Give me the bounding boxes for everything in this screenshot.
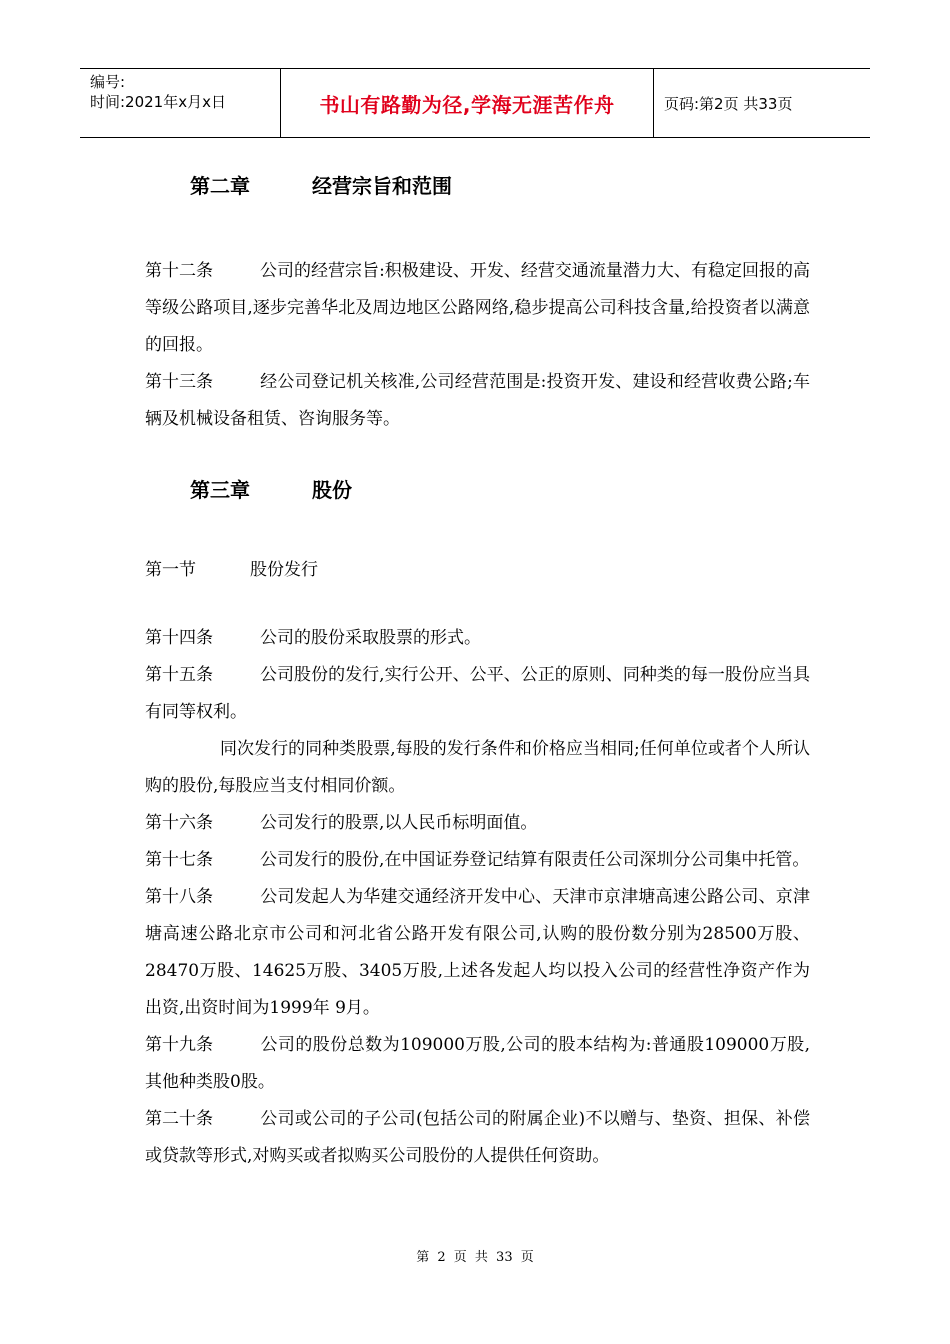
article-text: 公司股份的发行,实行公开、公平、公正的原则、同种类的每一股份应当具有同等权利。 bbox=[145, 665, 810, 722]
article-12 bbox=[145, 253, 810, 364]
chapter-number: 第二章 bbox=[190, 174, 250, 198]
article-15 bbox=[145, 657, 810, 731]
article-text: 公司的经营宗旨:积极建设、开发、经营交通流量潜力大、有稳定回报的高等级公路项目,逐步完善华北及周边地区公路网络,稳步提高公司科技含量,给投资者以满意的回报。 bbox=[145, 261, 810, 355]
page-footer: 第 2 页 共 33 页 bbox=[416, 1250, 534, 1265]
chapter-heading-2 bbox=[190, 170, 810, 199]
chapter-heading-3 bbox=[190, 474, 810, 503]
article-label: 第十二条 bbox=[145, 261, 213, 281]
article-20 bbox=[145, 1101, 810, 1175]
section-heading bbox=[145, 555, 810, 580]
section-title: 股份发行 bbox=[250, 560, 318, 580]
article-label: 第十八条 bbox=[145, 887, 213, 907]
article-text: 公司的股份采取股票的形式。 bbox=[260, 628, 481, 648]
header-motto: 书山有路勤为径,学海无涯苦作舟 bbox=[319, 92, 615, 117]
article-text: 公司发行的股票,以人民币标明面值。 bbox=[260, 813, 538, 833]
article-label: 第十九条 bbox=[145, 1035, 213, 1055]
time-label: 时间:2021年x月x日 bbox=[90, 93, 226, 111]
article-text: 公司发行的股份,在中国证券登记结算有限责任公司深圳分公司集中托管。 bbox=[260, 850, 810, 870]
article-label: 第十六条 bbox=[145, 813, 213, 833]
article-text: 公司或公司的子公司(包括公司的附属企业)不以赠与、垫资、担保、补偿或贷款等形式,对购买或者拟购买公司股份的人提供任何资助。 bbox=[145, 1109, 810, 1166]
section-number: 第一节 bbox=[145, 560, 196, 580]
article-13 bbox=[145, 364, 810, 438]
article-label: 第十七条 bbox=[145, 850, 213, 870]
page-header bbox=[80, 68, 870, 138]
article-16 bbox=[145, 805, 810, 842]
chapter-number: 第三章 bbox=[190, 478, 250, 502]
chapter-title: 股份 bbox=[312, 478, 352, 502]
document-body bbox=[145, 150, 810, 1175]
article-label: 第十四条 bbox=[145, 628, 213, 648]
article-label: 第十三条 bbox=[145, 372, 213, 392]
article-14 bbox=[145, 620, 810, 657]
article-17 bbox=[145, 842, 810, 879]
article-label: 第二十条 bbox=[145, 1109, 213, 1129]
header-page-info: 页码:第2页 共33页 bbox=[664, 94, 793, 113]
article-15-paragraph-2: 同次发行的同种类股票,每股的发行条件和价格应当相同;任何单位或者个人所认购的股份,每股应当支付相同价额。 bbox=[145, 739, 810, 796]
chapter-title: 经营宗旨和范围 bbox=[312, 174, 452, 198]
article-19 bbox=[145, 1027, 810, 1101]
header-motto-cell bbox=[280, 69, 654, 137]
article-text: 公司的股份总数为109000万股,公司的股本结构为:普通股109000万股,其他种类股0股。 bbox=[145, 1035, 810, 1092]
article-text: 公司发起人为华建交通经济开发中心、天津市京津塘高速公路公司、京津塘高速公路北京市公司和河北省公路开发有限公司,认购的股份数分别为28500万股、28470万股、14625万股、3405万股,上述各发起人均以投入公司的经营性净资产作为出资,出资时间为1999年 9月。 bbox=[145, 887, 810, 1018]
article-text: 经公司登记机关核准,公司经营范围是:投资开发、建设和经营收费公路;车辆及机械设备租赁、咨询服务等。 bbox=[145, 372, 810, 429]
article-label: 第十五条 bbox=[145, 665, 213, 685]
article-18 bbox=[145, 879, 810, 1027]
serial-label: 编号: bbox=[90, 73, 126, 91]
header-meta bbox=[80, 69, 280, 137]
